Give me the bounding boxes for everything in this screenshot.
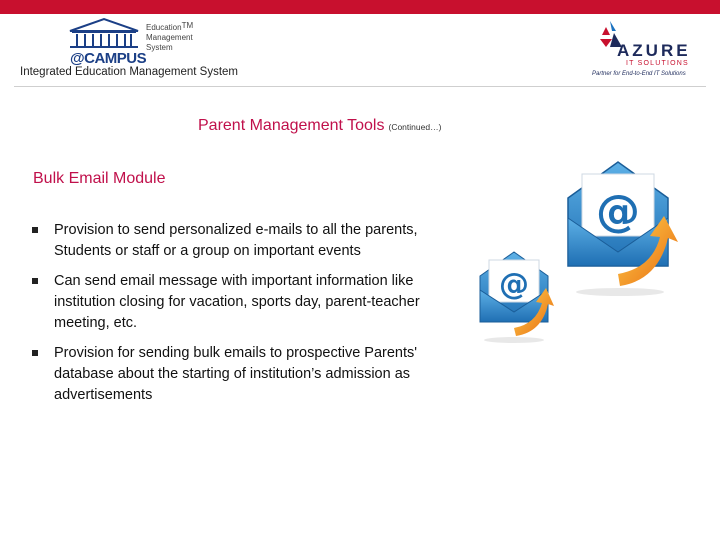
azure-subtitle: IT SOLUTIONS <box>626 60 689 67</box>
header-divider <box>14 86 706 87</box>
azure-tagline: Partner for End-to-End IT Solutions <box>592 71 686 77</box>
bullet-square-icon <box>32 350 38 356</box>
bullet-text: Provision to send personalized e-mails to all the parents, Students or staff or a group on important events <box>54 222 418 259</box>
module-heading: Bulk Email Module <box>33 170 166 187</box>
bullet-item <box>32 271 432 334</box>
bullet-item <box>32 220 432 262</box>
bullet-text: Provision for sending bulk emails to prospective Parents' database about the starting of institution’s admission as advertisements <box>54 345 418 403</box>
bullet-item <box>32 343 432 406</box>
bullet-text: Can send email message with important information like institution closing for vacation, sports day, parent-teacher meeting, etc. <box>54 273 420 331</box>
campus-line-system: System <box>146 43 173 52</box>
azure-logo <box>590 17 710 83</box>
campus-logo <box>66 17 206 67</box>
campus-line-education: Education <box>146 23 182 32</box>
azure-name: AZURE <box>617 41 691 60</box>
bullet-square-icon <box>32 278 38 284</box>
bullet-list <box>32 220 432 415</box>
campus-brand: @CAMPUS <box>70 50 147 67</box>
slide-title-suffix: (Continued…) <box>388 122 442 132</box>
trademark: TM <box>181 21 194 30</box>
building-icon <box>66 17 142 51</box>
slide-title-text: Parent Management Tools <box>198 117 385 134</box>
campus-logo-side-text <box>146 23 193 53</box>
small-envelope-at-icon <box>474 248 556 344</box>
top-accent-bar <box>0 0 720 14</box>
system-title: Integrated Education Management System <box>20 66 238 78</box>
campus-line-management: Management <box>146 33 193 42</box>
bullet-square-icon <box>32 227 38 233</box>
svg-text:@: @ <box>499 267 529 302</box>
large-envelope-at-icon <box>560 158 680 298</box>
slide-title <box>198 117 441 135</box>
svg-text:@: @ <box>596 186 640 237</box>
